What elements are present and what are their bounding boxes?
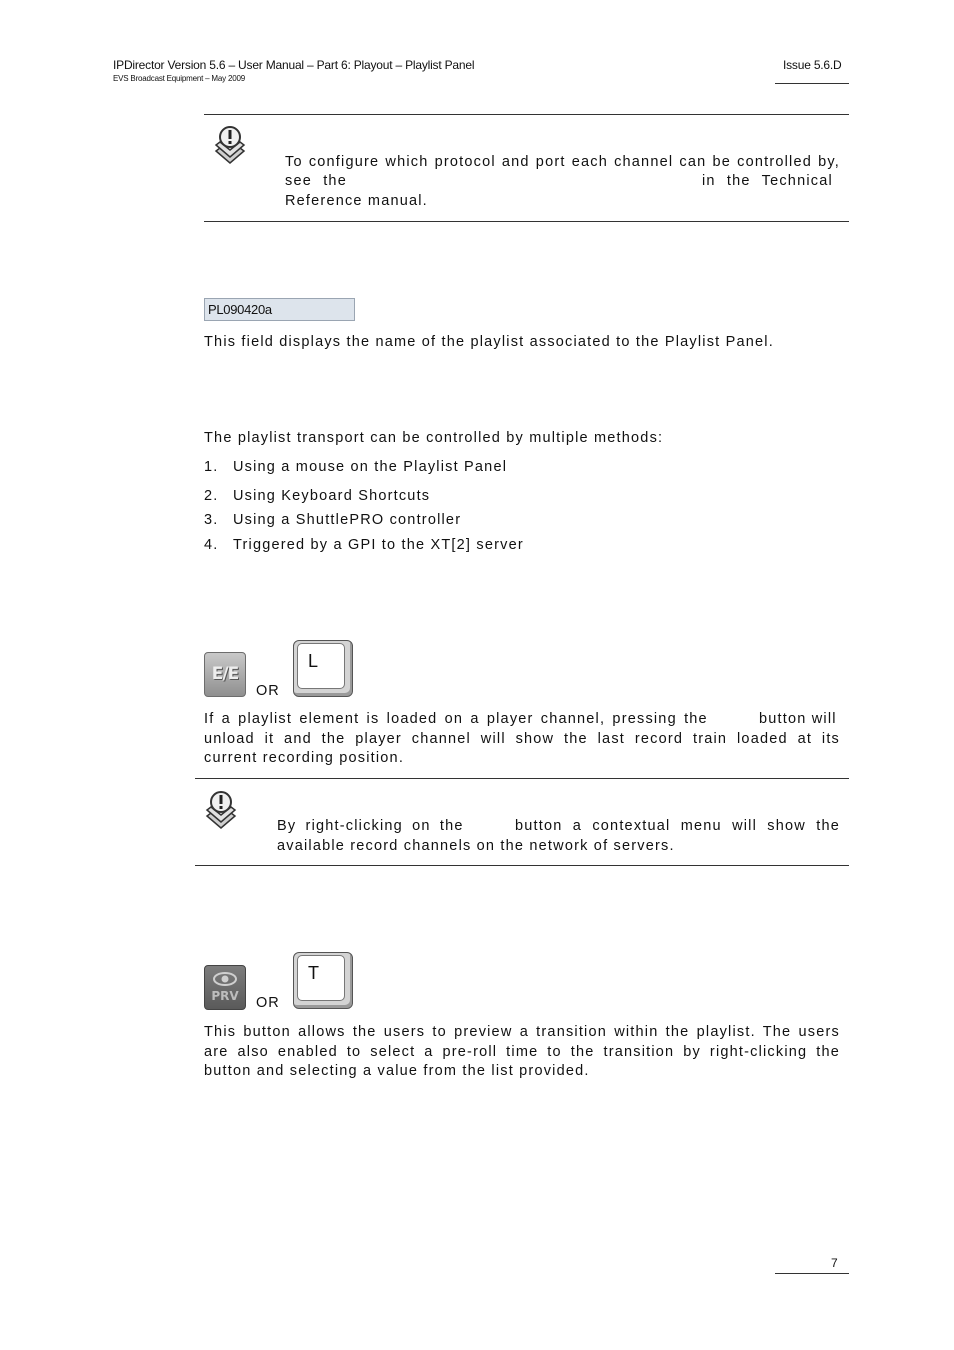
playlist-name-field[interactable]: PL090420a (204, 298, 355, 321)
note1-line2-end: in the Technical (702, 173, 833, 189)
list-item-number: 1. (204, 459, 219, 475)
list-item: Using a mouse on the Playlist Panel (233, 459, 508, 475)
keyboard-key-t (293, 952, 353, 1009)
footer-rule (775, 1273, 849, 1274)
note-top-rule (204, 114, 849, 115)
prv-button-label: PRV (211, 989, 239, 1003)
prv-description-line2: are also enabled to select a pre-roll time to the transition by right-clicking the (204, 1044, 840, 1060)
prv-description-line1: This button allows the users to preview a transition within the playlist. The users (204, 1024, 840, 1040)
prv-description-line3: button and selecting a value from the list provided. (204, 1063, 590, 1079)
key-label: L (297, 643, 345, 689)
ee-description-line1-end: button will (759, 711, 837, 727)
or-label: OR (256, 995, 280, 1011)
note2-line1-end: button a contextual menu will show the (515, 818, 840, 834)
keyboard-key-l (293, 640, 353, 697)
note-bottom-rule (195, 865, 849, 866)
note-icon (203, 790, 239, 832)
ee-description-line2: unload it and the player channel will show the last record train loaded at its (204, 731, 840, 747)
issue-label: Issue 5.6.D (783, 58, 842, 72)
document-title: IPDirector Version 5.6 – User Manual – Part 6: Playout – Playlist Panel (113, 58, 475, 72)
prv-button[interactable] (204, 965, 246, 1010)
list-item-number: 4. (204, 537, 219, 553)
list-item: Using Keyboard Shortcuts (233, 488, 431, 504)
ee-description-line3: current recording position. (204, 750, 405, 766)
header-rule (775, 83, 849, 84)
note-icon (212, 125, 248, 167)
list-item-number: 3. (204, 512, 219, 528)
list-item: Triggered by a GPI to the XT[2] server (233, 537, 524, 553)
note-top-rule (195, 778, 849, 779)
ee-button[interactable]: E/E (204, 652, 246, 697)
or-label: OR (256, 683, 280, 699)
note2-line1-start: By right-clicking on the (277, 818, 464, 834)
note1-line3: Reference manual. (285, 193, 428, 209)
note1-line2-start: see the (285, 173, 347, 189)
transport-intro: The playlist transport can be controlled by multiple methods: (204, 430, 664, 446)
note2-line2: available record channels on the network of servers. (277, 838, 675, 854)
document-subtitle: EVS Broadcast Equipment – May 2009 (113, 74, 245, 83)
playlist-name-description: This field displays the name of the playlist associated to the Playlist Panel. (204, 334, 774, 350)
list-item: Using a ShuttlePRO controller (233, 512, 462, 528)
note-bottom-rule (204, 221, 849, 222)
ee-description-line1-start: If a playlist element is loaded on a player channel, pressing the (204, 711, 708, 727)
key-label: T (297, 955, 345, 1001)
list-item-number: 2. (204, 488, 219, 504)
page-number: 7 (831, 1256, 838, 1270)
note1-line1: To configure which protocol and port each channel can be controlled by, (285, 154, 840, 170)
